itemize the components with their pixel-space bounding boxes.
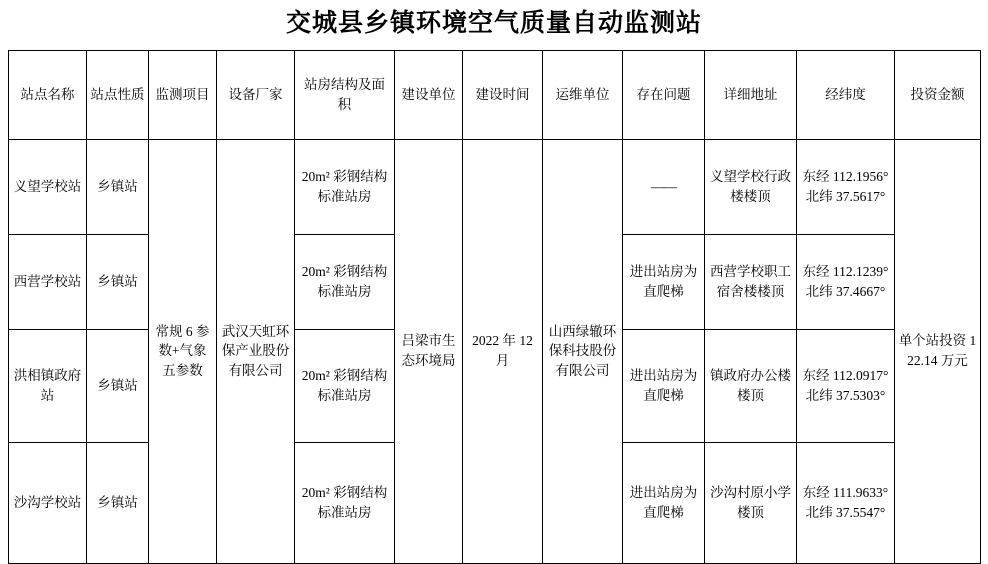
- cell-problem: 进出站房为直爬梯: [623, 234, 705, 329]
- cell-site-name: 义望学校站: [9, 139, 87, 234]
- cell-station-structure-area: 20m² 彩钢结构标准站房: [295, 442, 395, 563]
- cell-site-name: 洪相镇政府站: [9, 329, 87, 442]
- cell-site-nature: 乡镇站: [87, 329, 149, 442]
- cell-station-structure-area: 20m² 彩钢结构标准站房: [295, 329, 395, 442]
- monitoring-stations-table: [8, 50, 981, 564]
- column-header-address: 详细地址: [705, 50, 797, 139]
- column-header-site-nature: 站点性质: [87, 50, 149, 139]
- cell-investment: 单个站投资 122.14 万元: [895, 139, 981, 563]
- cell-problem: 进出站房为直爬梯: [623, 442, 705, 563]
- column-header-coordinates: 经纬度: [797, 50, 895, 139]
- cell-station-structure-area: 20m² 彩钢结构标准站房: [295, 139, 395, 234]
- cell-site-nature: 乡镇站: [87, 234, 149, 329]
- cell-site-nature: 乡镇站: [87, 139, 149, 234]
- table-row: [9, 139, 981, 234]
- cell-address: 西营学校职工宿舍楼楼顶: [705, 234, 797, 329]
- column-header-problems: 存在问题: [623, 50, 705, 139]
- column-header-construction-time: 建设时间: [463, 50, 543, 139]
- cell-address: 义望学校行政楼楼顶: [705, 139, 797, 234]
- column-header-monitoring-items: 监测项目: [149, 50, 217, 139]
- cell-problem: 进出站房为直爬梯: [623, 329, 705, 442]
- column-header-investment: 投资金额: [895, 50, 981, 139]
- cell-coordinates: 东经 112.0917° 北纬 37.5303°: [797, 329, 895, 442]
- column-header-equipment-vendor: 设备厂家: [217, 50, 295, 139]
- page-title: 交城县乡镇环境空气质量自动监测站: [285, 10, 702, 37]
- cell-coordinates: 东经 112.1239° 北纬 37.4667°: [797, 234, 895, 329]
- cell-coordinates: 东经 111.9633°北纬 37.5547°: [797, 442, 895, 563]
- cell-construction-unit: 吕梁市生态环境局: [395, 139, 463, 563]
- column-header-operation-unit: 运维单位: [543, 50, 623, 139]
- cell-problem: ——: [623, 139, 705, 234]
- cell-site-name: 西营学校站: [9, 234, 87, 329]
- cell-construction-time: 2022 年 12 月: [463, 139, 543, 563]
- cell-address: 沙沟村原小学楼顶: [705, 442, 797, 563]
- cell-monitoring-items: 常规 6 参数+气象五参数: [149, 139, 217, 563]
- column-header-station-structure-area: 站房结构及面积: [295, 50, 395, 139]
- cell-station-structure-area: 20m² 彩钢结构标准站房: [295, 234, 395, 329]
- cell-equipment-vendor: 武汉天虹环保产业股份有限公司: [217, 139, 295, 563]
- column-header-site-name: 站点名称: [9, 50, 87, 139]
- cell-site-name: 沙沟学校站: [9, 442, 87, 563]
- cell-site-nature: 乡镇站: [87, 442, 149, 563]
- cell-address: 镇政府办公楼楼顶: [705, 329, 797, 442]
- cell-coordinates: 东经 112.1956° 北纬 37.5617°: [797, 139, 895, 234]
- column-header-construction-unit: 建设单位: [395, 50, 463, 139]
- cell-operation-unit: 山西绿辙环保科技股份有限公司: [543, 139, 623, 563]
- table-header-row: [9, 50, 981, 139]
